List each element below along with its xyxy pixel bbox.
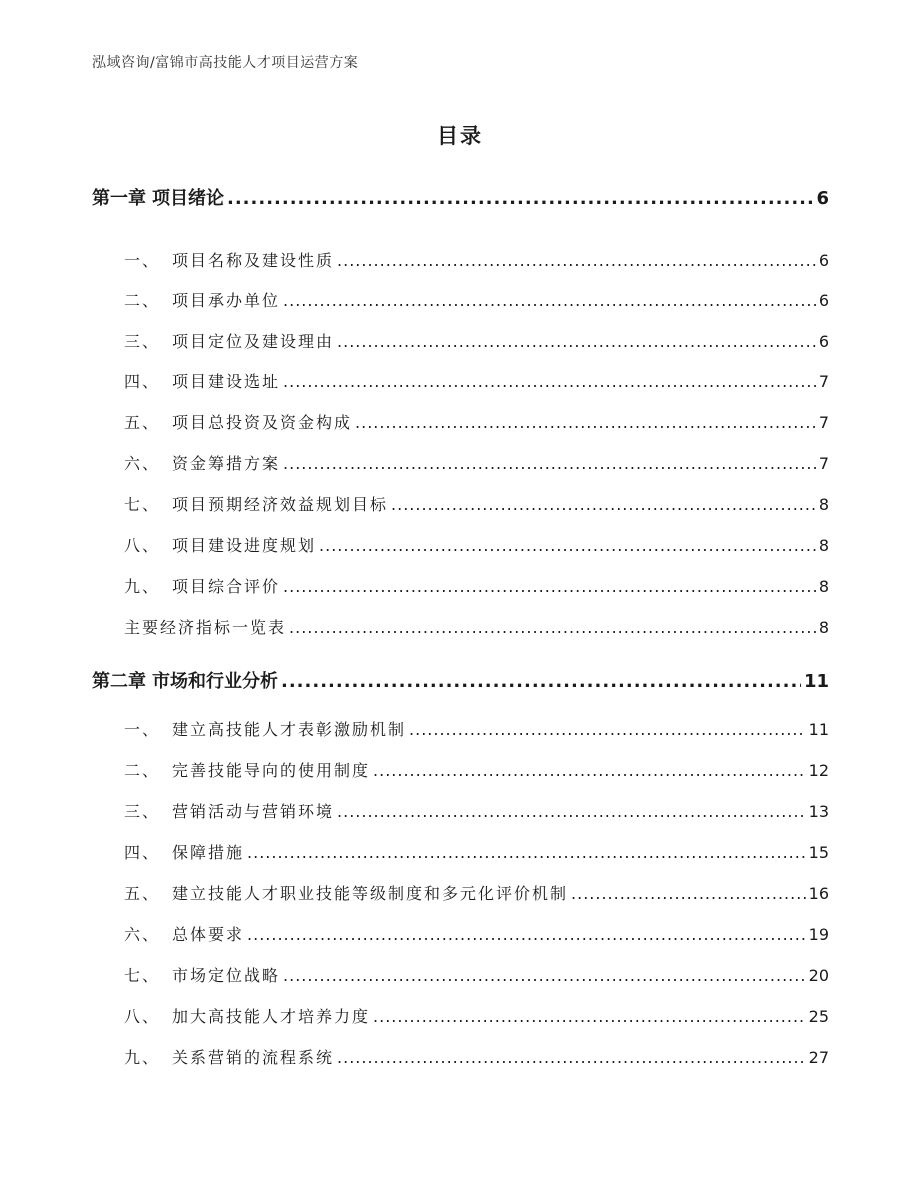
toc-entry-label: 项目定位及建设理由 <box>172 332 335 351</box>
toc-entry-number: 八、 <box>124 1007 161 1026</box>
toc-entry-number: 一、 <box>124 251 161 270</box>
toc-leader-dots <box>571 884 806 903</box>
toc-page-number: 7 <box>818 454 829 473</box>
toc-entry-number: 三、 <box>124 802 161 821</box>
toc-entry-label: 项目预期经济效益规划目标 <box>172 495 389 514</box>
toc-entry[interactable] <box>124 963 829 986</box>
toc-page-number: 6 <box>818 291 829 310</box>
toc-entry[interactable] <box>124 881 829 904</box>
toc-entry[interactable] <box>124 248 829 271</box>
toc-entry-number: 一、 <box>124 720 161 739</box>
toc-leader-dots <box>391 495 816 514</box>
toc-entry[interactable] <box>124 451 829 474</box>
toc-leader-dots <box>337 251 816 270</box>
toc-title: 目录 <box>437 124 483 148</box>
toc-leader-dots <box>283 372 816 391</box>
toc-leader-dots <box>283 966 806 985</box>
toc-chapter-2[interactable] <box>92 667 829 693</box>
toc-entry-number: 五、 <box>124 884 161 903</box>
toc-entry-label: 项目建设选址 <box>172 372 281 391</box>
toc-leader-dots <box>227 188 813 209</box>
toc-page-number: 8 <box>818 618 829 637</box>
toc-leader-dots <box>373 761 806 780</box>
page-header: 泓域咨询/富锦市高技能人才项目运营方案 <box>92 55 359 71</box>
toc-chapter-1[interactable] <box>92 184 829 210</box>
toc-entry[interactable] <box>124 1045 829 1068</box>
toc-entry-label: 总体要求 <box>172 925 245 944</box>
toc-entry[interactable] <box>124 922 829 945</box>
toc-entry[interactable] <box>124 758 829 781</box>
toc-leader-dots <box>355 413 816 432</box>
toc-entry[interactable] <box>124 329 829 352</box>
toc-entry-label: 保障措施 <box>172 843 245 862</box>
toc-leader-dots <box>337 1048 806 1067</box>
toc-leader-dots <box>337 332 816 351</box>
toc-entry[interactable] <box>124 288 829 311</box>
toc-page-number: 12 <box>808 761 829 780</box>
toc-leader-dots <box>289 618 816 637</box>
toc-leader-dots <box>281 671 801 692</box>
toc-entry-number: 四、 <box>124 372 161 391</box>
toc-leader-dots <box>409 720 806 739</box>
toc-page-number: 11 <box>803 671 829 692</box>
toc-page-number: 13 <box>808 802 829 821</box>
toc-chapter-label <box>92 667 278 693</box>
toc-entry-label: 建立技能人才职业技能等级制度和多元化评价机制 <box>172 884 569 903</box>
toc-entry-label: 营销活动与营销环境 <box>172 802 335 821</box>
toc-entry-label: 市场定位战略 <box>172 966 281 985</box>
toc-page-number: 6 <box>818 332 829 351</box>
toc-entry[interactable] <box>124 369 829 392</box>
toc-entry-number: 四、 <box>124 843 161 862</box>
toc-entry-label: 项目承办单位 <box>172 291 281 310</box>
toc-chapter-number: 第一章 <box>92 188 146 209</box>
toc-entry[interactable] <box>124 533 829 556</box>
toc-chapter-title: 项目绪论 <box>152 188 224 209</box>
toc-page-number: 20 <box>808 966 829 985</box>
toc-leader-dots <box>247 843 806 862</box>
toc-entry[interactable] <box>124 717 829 740</box>
toc-entry[interactable] <box>124 410 829 433</box>
toc-page-number: 19 <box>808 925 829 944</box>
toc-entry-label: 项目综合评价 <box>172 577 281 596</box>
toc-entry-number: 七、 <box>124 966 161 985</box>
toc-entry-number: 二、 <box>124 291 161 310</box>
toc-entry-number: 二、 <box>124 761 161 780</box>
toc-entry-label: 建立高技能人才表彰激励机制 <box>172 720 407 739</box>
toc-entry[interactable] <box>124 492 829 515</box>
toc-entry-number: 七、 <box>124 495 161 514</box>
toc-entry[interactable] <box>124 1004 829 1027</box>
toc-entry[interactable] <box>124 615 829 638</box>
toc-page-number: 7 <box>818 413 829 432</box>
toc-entry-label: 项目总投资及资金构成 <box>172 413 353 432</box>
toc-entry-label: 资金筹措方案 <box>172 454 281 473</box>
toc-entry-number: 九、 <box>124 577 161 596</box>
toc-leader-dots <box>283 454 816 473</box>
toc-page-number: 6 <box>816 188 829 209</box>
toc-leader-dots <box>337 802 806 821</box>
toc-leader-dots <box>283 291 816 310</box>
toc-entry-number: 五、 <box>124 413 161 432</box>
toc-page-number: 8 <box>818 495 829 514</box>
toc-entry-label: 项目建设进度规划 <box>172 536 317 555</box>
toc-entry-label: 主要经济指标一览表 <box>124 618 287 637</box>
toc-entry-label: 项目名称及建设性质 <box>172 251 335 270</box>
toc-entry-number: 六、 <box>124 454 161 473</box>
toc-entry-label: 加大高技能人才培养力度 <box>172 1007 371 1026</box>
toc-entry-number: 九、 <box>124 1048 161 1067</box>
toc-entry[interactable] <box>124 840 829 863</box>
toc-page-number: 8 <box>818 577 829 596</box>
toc-page-number: 15 <box>808 843 829 862</box>
toc-page-number: 27 <box>808 1048 829 1067</box>
toc-entry-number: 八、 <box>124 536 161 555</box>
toc-chapter-title: 市场和行业分析 <box>152 671 278 692</box>
toc-page-number: 16 <box>808 884 829 903</box>
toc-entry-label: 完善技能导向的使用制度 <box>172 761 371 780</box>
toc-page-number: 8 <box>818 536 829 555</box>
toc-page-number: 7 <box>818 372 829 391</box>
toc-page-number: 11 <box>808 720 829 739</box>
toc-entry[interactable] <box>124 799 829 822</box>
toc-leader-dots <box>373 1007 806 1026</box>
toc-leader-dots <box>247 925 806 944</box>
toc-leader-dots <box>319 536 816 555</box>
toc-leader-dots <box>283 577 816 596</box>
toc-entry-number: 三、 <box>124 332 161 351</box>
toc-page-number: 6 <box>818 251 829 270</box>
toc-page-number: 25 <box>808 1007 829 1026</box>
toc-entry-label: 关系营销的流程系统 <box>172 1048 335 1067</box>
toc-entry[interactable] <box>124 574 829 597</box>
toc-chapter-label <box>92 184 224 210</box>
toc-entry-number: 六、 <box>124 925 161 944</box>
toc-chapter-number: 第二章 <box>92 671 146 692</box>
